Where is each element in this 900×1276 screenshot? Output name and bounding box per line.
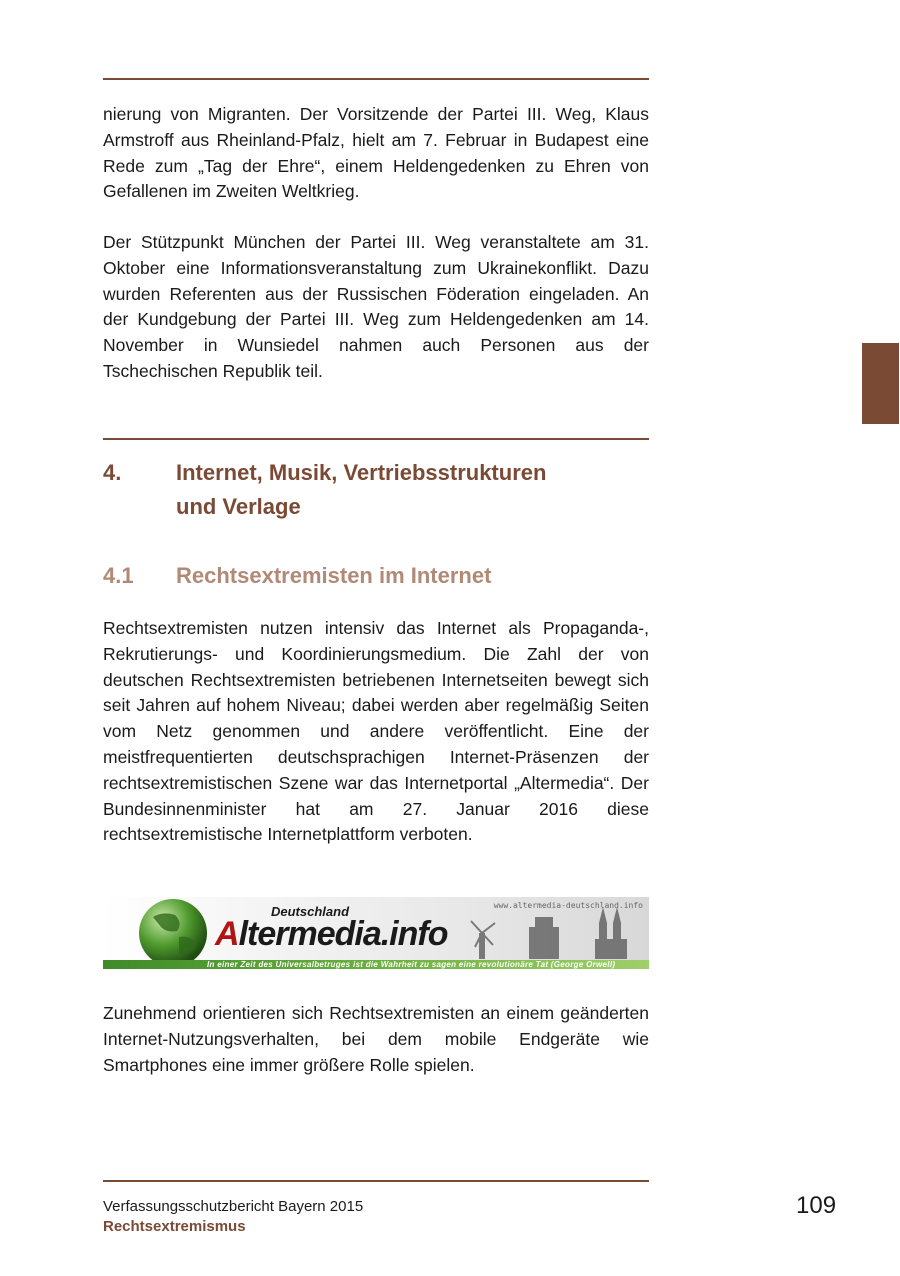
banner-brand-initial: A [215, 915, 239, 953]
footer-chapter-title: Rechtsextremismus [103, 1218, 246, 1235]
footer-rule [103, 1180, 649, 1182]
banner-country-label: Deutschland [271, 904, 350, 919]
banner-brand-rest: ltermedia.info [238, 915, 448, 953]
intro-paragraph-1: nierung von Migranten. Der Vorsitzende der Partei III. Weg, Klaus Armstroff aus Rheinland-Pfalz, hielt am 7. Februar in Budapest eine Rede zum „Tag der Ehre“, einem Heldengedenken zu Ehren von Gefallenen im Zweiten Weltkrieg. [103, 104, 649, 202]
skyline-icon [469, 903, 649, 963]
page-number: 109 [796, 1192, 837, 1219]
banner-brand-logo [215, 915, 448, 954]
subsection-paragraph-1: Rechtsextremisten nutzen intensiv das Internet als Propaganda-, Rekrutierungs- und Koordinierungsmedium. Die Zahl der von deutschen Rechtsextremisten betriebenen Internetseiten bewegt sich seit Jahren auf hohem Niveau; dabei werden aber regelmäßig Seiten vom Netz genommen und andere veröffentlicht. Eine der meistfrequentierten deutschsprachigen Internet-Präsenzen der rechtsextremistischen Szene war das Internetportal „Altermedia“. Der Bundesinnenminister hat am 27. Januar 2016 diese rechtsextremistische Internetplattform verboten. [103, 618, 649, 845]
section-rule [103, 438, 649, 440]
top-rule [103, 78, 649, 80]
section-title-line-1: Internet, Musik, Vertriebsstrukturen [176, 460, 547, 485]
chapter-tab-marker [862, 343, 899, 424]
subsection-paragraph-2: Zunehmend orientieren sich Rechtsextremisten an einem geänderten Internet-Nutzungsverhalten, bei dem mobile Endgeräte wie Smartphones eine immer größere Rolle spielen. [103, 1003, 649, 1075]
subsection-title: Rechtsextremisten im Internet [176, 563, 492, 588]
subsection-number: 4.1 [103, 563, 134, 588]
intro-paragraph-2: Der Stützpunkt München der Partei III. Weg veranstaltete am 31. Oktober eine Informationsveranstaltung zum Ukrainekonflikt. Dazu wurden Referenten aus der Russischen Föderation eingeladen. An der Kundgebung der Partei III. Weg zum Heldengedenken am 14. November in Wunsiedel nahmen auch Personen aus der Tschechischen Republik teil. [103, 232, 649, 381]
section-title-line-2: und Verlage [176, 494, 301, 519]
globe-icon [133, 897, 213, 969]
altermedia-banner-image [103, 897, 649, 969]
section-number: 4. [103, 460, 122, 485]
banner-url: www.altermedia-deutschland.info [493, 901, 643, 910]
footer-publication-title: Verfassungsschutzbericht Bayern 2015 [103, 1198, 364, 1215]
banner-caption: In einer Zeit des Universalbetruges ist die Wahrheit zu sagen eine revolutionäre Tat (George Orwell) [207, 960, 616, 969]
